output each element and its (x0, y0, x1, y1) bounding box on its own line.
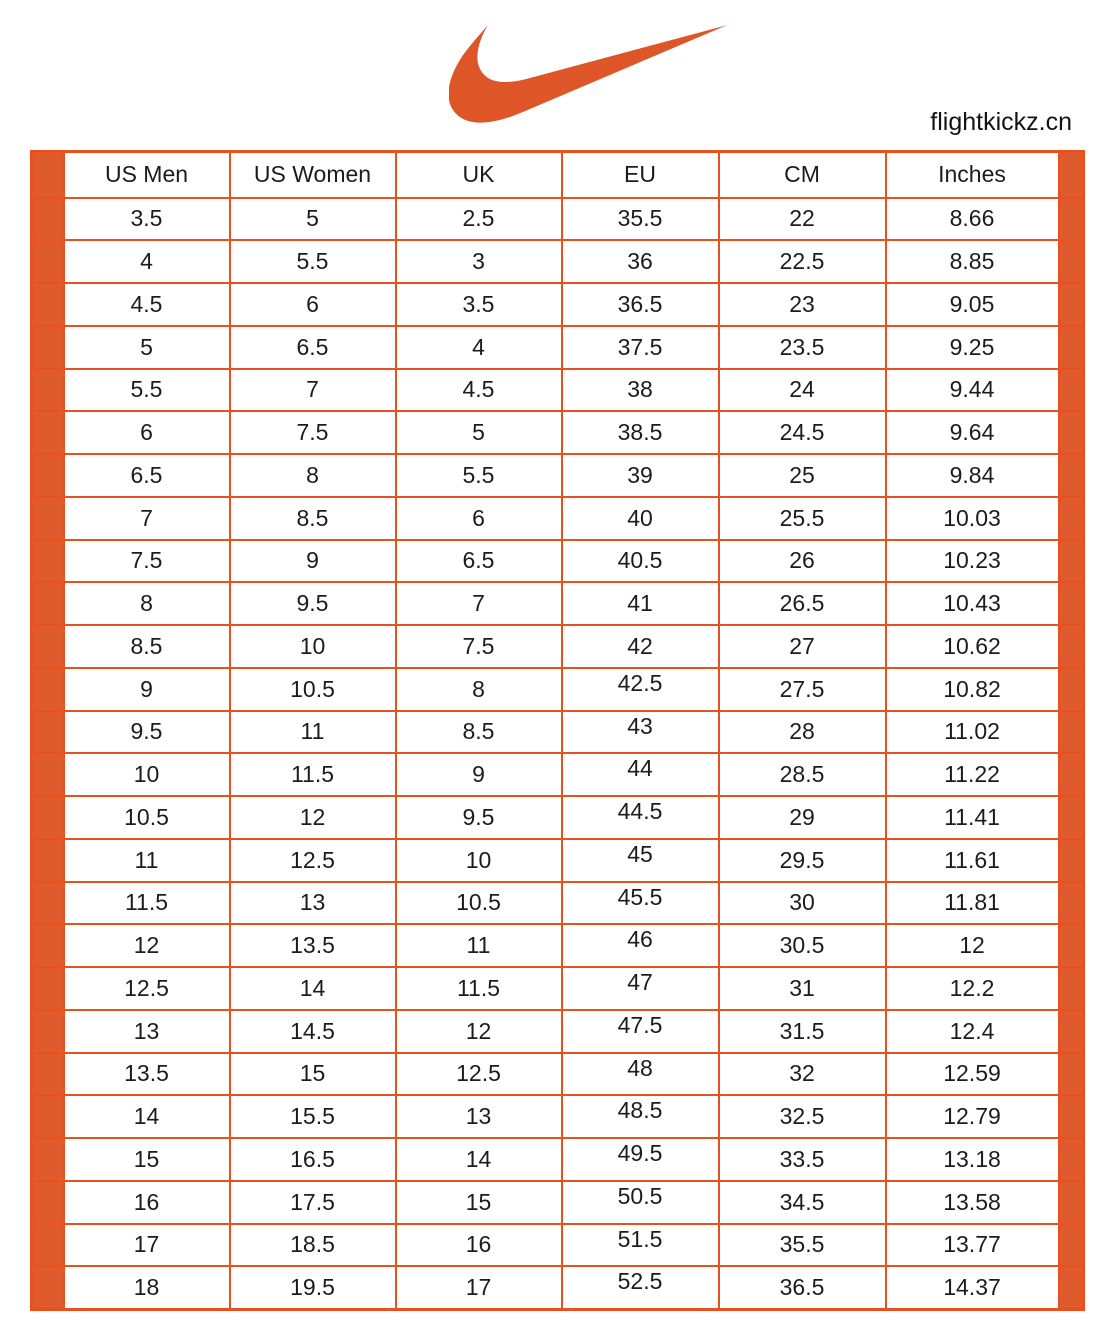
table-row (32, 283, 1084, 326)
table-cell: 11.41 (886, 796, 1059, 839)
table-cell: 12 (886, 924, 1059, 967)
table-cell: 35.5 (562, 198, 719, 241)
side-bar (1059, 967, 1084, 1010)
table-cell: 14.5 (230, 1010, 396, 1053)
table-cell: 13 (64, 1010, 230, 1053)
table-row (32, 1053, 1084, 1096)
table-cell: 13.5 (230, 924, 396, 967)
side-bar (1059, 326, 1084, 369)
table-cell: 9.5 (230, 582, 396, 625)
table-cell: 18.5 (230, 1224, 396, 1267)
table-cell: 8.5 (230, 497, 396, 540)
table-cell: 15.5 (230, 1095, 396, 1138)
table-cell: 11.81 (886, 882, 1059, 925)
side-bar (32, 326, 64, 369)
site-watermark: flightkickz.cn (930, 108, 1072, 136)
table-cell: 11 (230, 711, 396, 754)
table-cell: 4 (64, 240, 230, 283)
table-cell: 37.5 (562, 326, 719, 369)
table-cell: 14 (230, 967, 396, 1010)
nike-swoosh-icon (449, 25, 727, 123)
table-cell: 9.05 (886, 283, 1059, 326)
table-cell: 45 (562, 839, 719, 882)
side-bar (1059, 924, 1084, 967)
table-row (32, 240, 1084, 283)
table-cell: 9 (230, 540, 396, 583)
side-bar (32, 1053, 64, 1096)
side-bar (32, 1010, 64, 1053)
table-cell: 14.37 (886, 1266, 1059, 1309)
table-cell: 23 (719, 283, 886, 326)
table-cell: 25 (719, 454, 886, 497)
table-row (32, 1266, 1084, 1309)
table-cell: 50.5 (562, 1181, 719, 1224)
table-cell: 3 (396, 240, 562, 283)
table-row (32, 369, 1084, 412)
table-cell: 16 (64, 1181, 230, 1224)
table-cell: 12.79 (886, 1095, 1059, 1138)
side-bar (32, 625, 64, 668)
column-header: CM (719, 152, 886, 198)
table-cell: 10.82 (886, 668, 1059, 711)
table-cell: 15 (396, 1181, 562, 1224)
table-cell: 7 (396, 582, 562, 625)
side-bar (32, 711, 64, 754)
table-cell: 8.5 (396, 711, 562, 754)
table-row (32, 1138, 1084, 1181)
table-cell: 12.4 (886, 1010, 1059, 1053)
side-bar (1059, 1138, 1084, 1181)
table-cell: 14 (64, 1095, 230, 1138)
table-cell: 51.5 (562, 1224, 719, 1267)
table-cell: 11.02 (886, 711, 1059, 754)
table-cell: 6.5 (396, 540, 562, 583)
table-row (32, 967, 1084, 1010)
table-cell: 8.66 (886, 198, 1059, 241)
table-row (32, 582, 1084, 625)
table-cell: 9.5 (396, 796, 562, 839)
table-cell: 12.59 (886, 1053, 1059, 1096)
table-cell: 7 (230, 369, 396, 412)
table-cell: 5.5 (64, 369, 230, 412)
table-cell: 9 (396, 753, 562, 796)
table-row (32, 497, 1084, 540)
table-cell: 17.5 (230, 1181, 396, 1224)
table-cell: 5 (230, 198, 396, 241)
side-bar (32, 540, 64, 583)
table-cell: 10 (396, 839, 562, 882)
table-cell: 30.5 (719, 924, 886, 967)
table-cell: 28 (719, 711, 886, 754)
table-cell: 7 (64, 497, 230, 540)
table-cell: 28.5 (719, 753, 886, 796)
table-cell: 9.44 (886, 369, 1059, 412)
side-bar (1059, 882, 1084, 925)
table-cell: 45.5 (562, 882, 719, 925)
table-cell: 12 (230, 796, 396, 839)
table-cell: 19.5 (230, 1266, 396, 1309)
table-cell: 13.18 (886, 1138, 1059, 1181)
table-cell: 6.5 (64, 454, 230, 497)
table-cell: 36.5 (719, 1266, 886, 1309)
table-cell: 24.5 (719, 411, 886, 454)
side-bar (32, 668, 64, 711)
table-cell: 31.5 (719, 1010, 886, 1053)
table-row (32, 326, 1084, 369)
table-cell: 40 (562, 497, 719, 540)
table-cell: 6 (396, 497, 562, 540)
table-cell: 10.23 (886, 540, 1059, 583)
table-cell: 2.5 (396, 198, 562, 241)
table-cell: 33.5 (719, 1138, 886, 1181)
table-cell: 9.64 (886, 411, 1059, 454)
side-bar (1059, 369, 1084, 412)
table-cell: 13 (230, 882, 396, 925)
table-cell: 30 (719, 882, 886, 925)
table-cell: 6 (64, 411, 230, 454)
table-cell: 9 (64, 668, 230, 711)
side-bar (1059, 1266, 1084, 1309)
table-cell: 17 (396, 1266, 562, 1309)
side-bar (32, 1224, 64, 1267)
table-cell: 8 (230, 454, 396, 497)
table-cell: 39 (562, 454, 719, 497)
side-bar (32, 1181, 64, 1224)
side-bar (32, 411, 64, 454)
side-bar (32, 240, 64, 283)
table-cell: 10.62 (886, 625, 1059, 668)
column-header: US Women (230, 152, 396, 198)
side-bar (1059, 198, 1084, 241)
table-cell: 29.5 (719, 839, 886, 882)
table-cell: 12.5 (64, 967, 230, 1010)
table-row (32, 454, 1084, 497)
table-cell: 52.5 (562, 1266, 719, 1309)
table-cell: 48.5 (562, 1095, 719, 1138)
table-cell: 9.5 (64, 711, 230, 754)
side-bar (1059, 1224, 1084, 1267)
side-bar (1059, 582, 1084, 625)
table-cell: 48 (562, 1053, 719, 1096)
side-bar (1059, 283, 1084, 326)
table-cell: 31 (719, 967, 886, 1010)
column-header: UK (396, 152, 562, 198)
side-bar (1059, 240, 1084, 283)
table-row (32, 711, 1084, 754)
table-cell: 8.85 (886, 240, 1059, 283)
table-cell: 12.5 (396, 1053, 562, 1096)
table-cell: 4.5 (64, 283, 230, 326)
table-row (32, 924, 1084, 967)
table-cell: 9.25 (886, 326, 1059, 369)
table-cell: 47.5 (562, 1010, 719, 1053)
table-cell: 10.5 (396, 882, 562, 925)
table-cell: 12.5 (230, 839, 396, 882)
side-bar (1059, 796, 1084, 839)
table-row (32, 1181, 1084, 1224)
table-cell: 41 (562, 582, 719, 625)
size-chart-table (30, 150, 1085, 1311)
table-cell: 43 (562, 711, 719, 754)
table-row (32, 198, 1084, 241)
table-cell: 3.5 (64, 198, 230, 241)
table-cell: 11 (64, 839, 230, 882)
table-cell: 5.5 (230, 240, 396, 283)
side-bar (32, 454, 64, 497)
table-cell: 4.5 (396, 369, 562, 412)
table-row (32, 753, 1084, 796)
table-cell: 6.5 (230, 326, 396, 369)
table-cell: 27 (719, 625, 886, 668)
table-cell: 11.5 (230, 753, 396, 796)
table-cell: 13.5 (64, 1053, 230, 1096)
table-cell: 44.5 (562, 796, 719, 839)
table-cell: 14 (396, 1138, 562, 1181)
table-cell: 11.5 (396, 967, 562, 1010)
side-bar (32, 839, 64, 882)
table-cell: 11.22 (886, 753, 1059, 796)
table-cell: 13.77 (886, 1224, 1059, 1267)
side-bar (32, 198, 64, 241)
side-bar (1059, 711, 1084, 754)
side-bar (32, 582, 64, 625)
table-cell: 40.5 (562, 540, 719, 583)
side-bar (1059, 1010, 1084, 1053)
table-cell: 12.2 (886, 967, 1059, 1010)
table-cell: 38 (562, 369, 719, 412)
table-cell: 47 (562, 967, 719, 1010)
table-row (32, 1224, 1084, 1267)
table-cell: 8 (64, 582, 230, 625)
table-cell: 10.5 (64, 796, 230, 839)
side-bar (1059, 152, 1084, 198)
table-cell: 12 (64, 924, 230, 967)
table-cell: 11.5 (64, 882, 230, 925)
nike-logo (449, 22, 727, 124)
table-cell: 6 (230, 283, 396, 326)
side-bar (32, 497, 64, 540)
side-bar (1059, 411, 1084, 454)
table-cell: 29 (719, 796, 886, 839)
table-cell: 16.5 (230, 1138, 396, 1181)
table-cell: 18 (64, 1266, 230, 1309)
table-cell: 13 (396, 1095, 562, 1138)
table-cell: 10.03 (886, 497, 1059, 540)
column-header: Inches (886, 152, 1059, 198)
header-row (32, 152, 1084, 198)
side-bar (32, 283, 64, 326)
side-bar (32, 1095, 64, 1138)
side-bar (1059, 540, 1084, 583)
side-bar (1059, 1181, 1084, 1224)
table-cell: 23.5 (719, 326, 886, 369)
side-bar (1059, 625, 1084, 668)
table-cell: 7.5 (64, 540, 230, 583)
table-row (32, 839, 1084, 882)
side-bar (1059, 454, 1084, 497)
side-bar (32, 369, 64, 412)
table-row (32, 411, 1084, 454)
side-bar (32, 753, 64, 796)
table-cell: 27.5 (719, 668, 886, 711)
table-cell: 32.5 (719, 1095, 886, 1138)
table-row (32, 1010, 1084, 1053)
table-cell: 3.5 (396, 283, 562, 326)
table-cell: 10.5 (230, 668, 396, 711)
table-cell: 7.5 (230, 411, 396, 454)
table-cell: 22.5 (719, 240, 886, 283)
column-header: US Men (64, 152, 230, 198)
table-cell: 44 (562, 753, 719, 796)
table-cell: 11.61 (886, 839, 1059, 882)
table-cell: 36.5 (562, 283, 719, 326)
side-bar (32, 796, 64, 839)
table-row (32, 882, 1084, 925)
table-row (32, 1095, 1084, 1138)
table-cell: 10 (230, 625, 396, 668)
table-cell: 5 (396, 411, 562, 454)
side-bar (32, 1138, 64, 1181)
side-bar (32, 152, 64, 198)
table-cell: 12 (396, 1010, 562, 1053)
table-cell: 7.5 (396, 625, 562, 668)
table-cell: 49.5 (562, 1138, 719, 1181)
table-cell: 26.5 (719, 582, 886, 625)
side-bar (32, 967, 64, 1010)
table-cell: 5 (64, 326, 230, 369)
table-cell: 11 (396, 924, 562, 967)
table-cell: 25.5 (719, 497, 886, 540)
table-cell: 24 (719, 369, 886, 412)
table-row (32, 796, 1084, 839)
side-bar (32, 882, 64, 925)
side-bar (1059, 839, 1084, 882)
table-cell: 8 (396, 668, 562, 711)
table-cell: 16 (396, 1224, 562, 1267)
table-cell: 4 (396, 326, 562, 369)
table-cell: 9.84 (886, 454, 1059, 497)
table-cell: 42 (562, 625, 719, 668)
table-body (32, 198, 1084, 1310)
side-bar (1059, 1053, 1084, 1096)
table-row (32, 540, 1084, 583)
table-cell: 13.58 (886, 1181, 1059, 1224)
side-bar (32, 924, 64, 967)
column-header: EU (562, 152, 719, 198)
table-cell: 46 (562, 924, 719, 967)
table-cell: 10 (64, 753, 230, 796)
table-cell: 17 (64, 1224, 230, 1267)
table-row (32, 668, 1084, 711)
table-cell: 32 (719, 1053, 886, 1096)
table-cell: 35.5 (719, 1224, 886, 1267)
side-bar (1059, 497, 1084, 540)
table-cell: 26 (719, 540, 886, 583)
table-cell: 34.5 (719, 1181, 886, 1224)
table-cell: 15 (230, 1053, 396, 1096)
table-cell: 38.5 (562, 411, 719, 454)
table-cell: 22 (719, 198, 886, 241)
table-cell: 15 (64, 1138, 230, 1181)
table-cell: 36 (562, 240, 719, 283)
table-cell: 42.5 (562, 668, 719, 711)
table-cell: 10.43 (886, 582, 1059, 625)
table-row (32, 625, 1084, 668)
side-bar (1059, 753, 1084, 796)
table-cell: 8.5 (64, 625, 230, 668)
table-cell: 5.5 (396, 454, 562, 497)
side-bar (1059, 1095, 1084, 1138)
side-bar (1059, 668, 1084, 711)
side-bar (32, 1266, 64, 1309)
